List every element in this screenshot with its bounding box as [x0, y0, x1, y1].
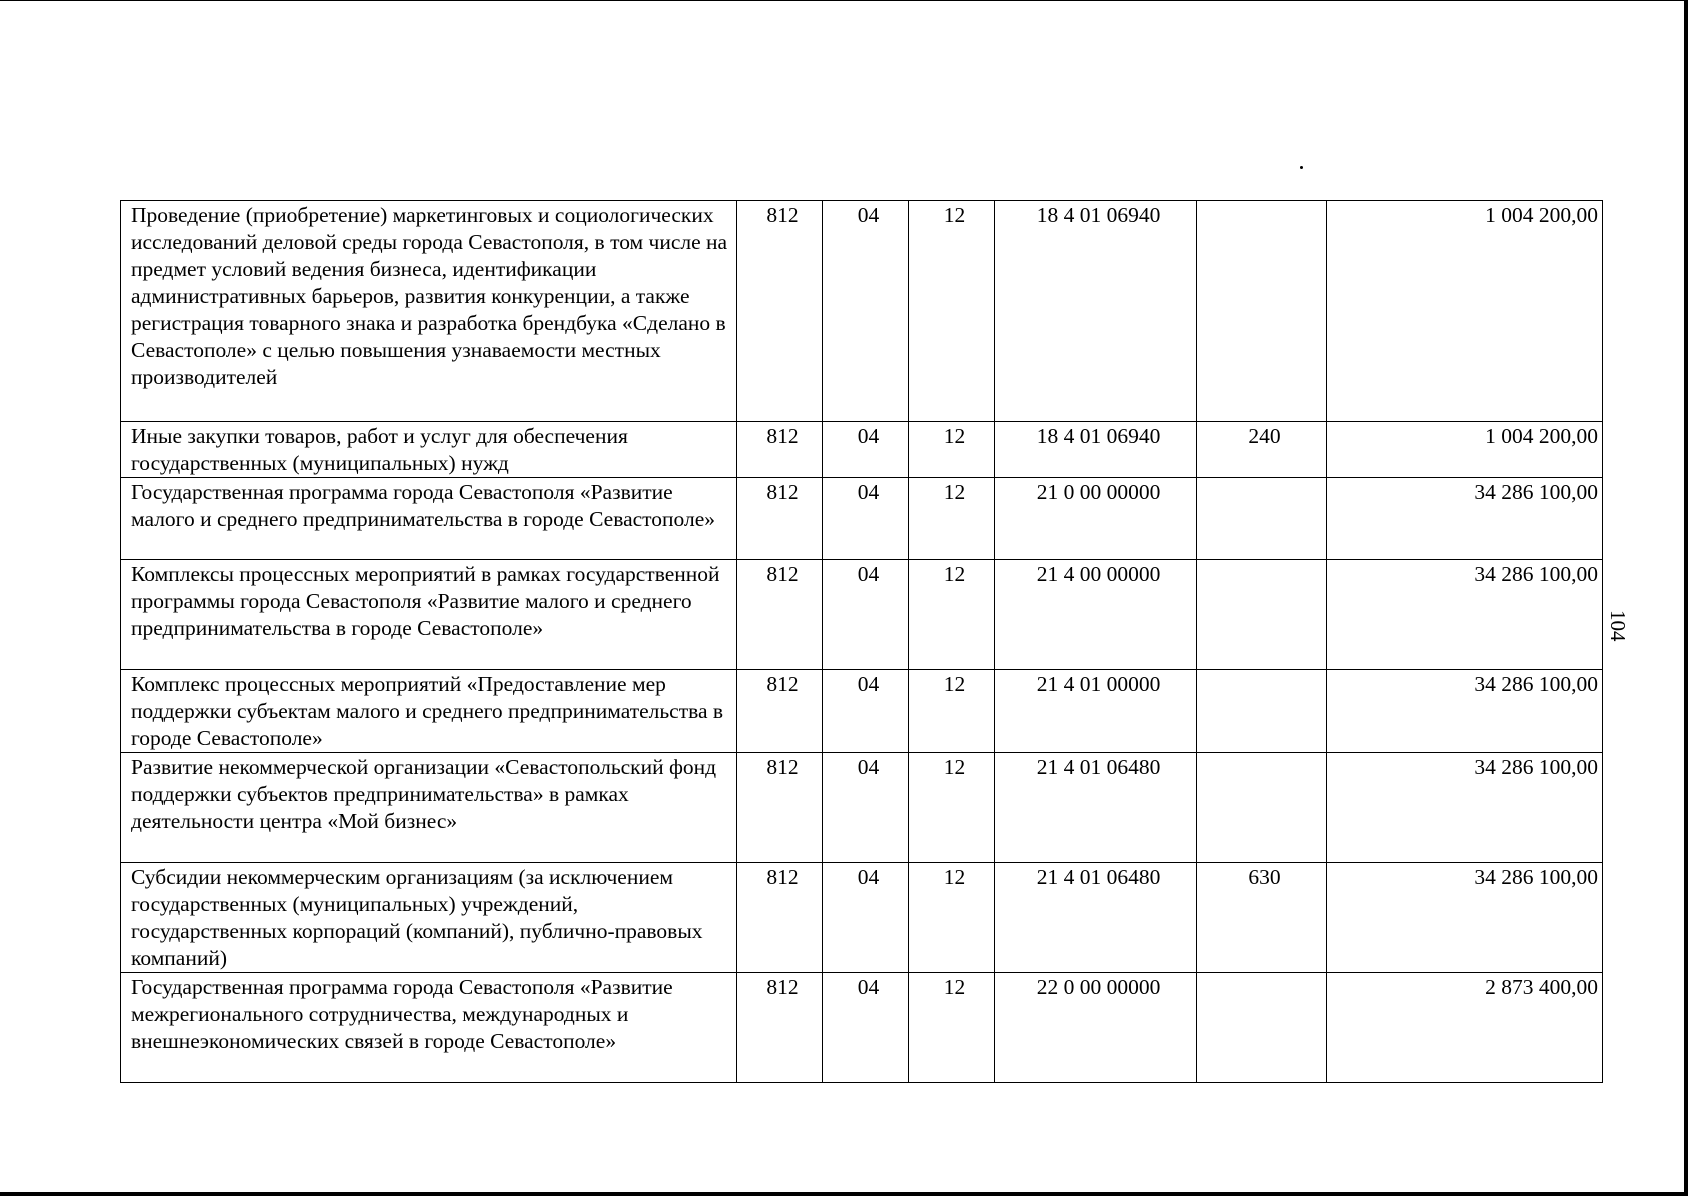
- row-target-article: 21 4 00 00000: [995, 560, 1197, 670]
- row-name: Комплексы процессных мероприятий в рамках государственной программы города Севастополя «Развитие малого и среднего предпринимательства в городе Севастополе»: [121, 560, 737, 670]
- row-subsection-code: 12: [909, 973, 995, 1083]
- row-subsection-code: 12: [909, 201, 995, 422]
- row-amount: 34 286 100,00: [1327, 560, 1603, 670]
- row-target-article: 21 4 01 00000: [995, 670, 1197, 753]
- row-section-code: 04: [823, 753, 909, 863]
- row-expense-type: [1197, 478, 1327, 560]
- row-section-code: 04: [823, 478, 909, 560]
- row-grbs-code: 812: [737, 478, 823, 560]
- row-grbs-code: 812: [737, 863, 823, 973]
- row-subsection-code: 12: [909, 422, 995, 478]
- row-name: Проведение (приобретение) маркетинговых и социологических исследований деловой среды города Севастополя, в том числе на предмет условий ведения бизнеса, идентификации административных барьеров, развития конкуренции, а также регистрация товарного знака и разработка брендбука «Сделано в Севастополе» с целью повышения узнаваемости местных производителей: [121, 201, 737, 422]
- row-section-code: 04: [823, 422, 909, 478]
- row-subsection-code: 12: [909, 670, 995, 753]
- table-row: [121, 753, 1603, 863]
- row-name: Иные закупки товаров, работ и услуг для обеспечения государственных (муниципальных) нужд: [121, 422, 737, 478]
- row-target-article: 21 0 00 00000: [995, 478, 1197, 560]
- row-target-article: 18 4 01 06940: [995, 201, 1197, 422]
- row-name: Субсидии некоммерческим организациям (за исключением государственных (муниципальных) учреждений, государственных корпораций (компаний), публично-правовых компаний): [121, 863, 737, 973]
- table-row: [121, 201, 1603, 422]
- budget-table-body: [121, 201, 1603, 1083]
- row-subsection-code: 12: [909, 478, 995, 560]
- row-amount: 34 286 100,00: [1327, 753, 1603, 863]
- row-amount: 1 004 200,00: [1327, 201, 1603, 422]
- row-subsection-code: 12: [909, 560, 995, 670]
- row-expense-type: [1197, 753, 1327, 863]
- table-row: [121, 560, 1603, 670]
- row-section-code: 04: [823, 863, 909, 973]
- table-row: [121, 478, 1603, 560]
- table-row: [121, 422, 1603, 478]
- row-amount: 1 004 200,00: [1327, 422, 1603, 478]
- row-target-article: 22 0 00 00000: [995, 973, 1197, 1083]
- row-section-code: 04: [823, 973, 909, 1083]
- row-amount: 34 286 100,00: [1327, 670, 1603, 753]
- row-expense-type: [1197, 201, 1327, 422]
- row-grbs-code: 812: [737, 670, 823, 753]
- row-expense-type: 630: [1197, 863, 1327, 973]
- row-grbs-code: 812: [737, 201, 823, 422]
- row-grbs-code: 812: [737, 973, 823, 1083]
- row-grbs-code: 812: [737, 560, 823, 670]
- row-amount: 34 286 100,00: [1327, 478, 1603, 560]
- row-name: Государственная программа города Севастополя «Развитие малого и среднего предпринимательства в городе Севастополе»: [121, 478, 737, 560]
- row-expense-type: [1197, 560, 1327, 670]
- scan-dot: [1300, 166, 1303, 169]
- row-amount: 2 873 400,00: [1327, 973, 1603, 1083]
- row-expense-type: [1197, 973, 1327, 1083]
- row-grbs-code: 812: [737, 422, 823, 478]
- row-expense-type: [1197, 670, 1327, 753]
- row-grbs-code: 812: [737, 753, 823, 863]
- page-number: 104: [1606, 610, 1630, 642]
- row-subsection-code: 12: [909, 863, 995, 973]
- row-target-article: 18 4 01 06940: [995, 422, 1197, 478]
- row-target-article: 21 4 01 06480: [995, 863, 1197, 973]
- row-section-code: 04: [823, 670, 909, 753]
- table-row: [121, 670, 1603, 753]
- row-target-article: 21 4 01 06480: [995, 753, 1197, 863]
- row-section-code: 04: [823, 201, 909, 422]
- row-name: Развитие некоммерческой организации «Севастопольский фонд поддержки субъектов предпринимательства» в рамках деятельности центра «Мой бизнес»: [121, 753, 737, 863]
- budget-table: [120, 200, 1603, 1083]
- row-name: Комплекс процессных мероприятий «Предоставление мер поддержки субъектам малого и среднего предпринимательства в городе Севастополе»: [121, 670, 737, 753]
- table-row: [121, 863, 1603, 973]
- row-expense-type: 240: [1197, 422, 1327, 478]
- row-subsection-code: 12: [909, 753, 995, 863]
- table-row: [121, 973, 1603, 1083]
- row-amount: 34 286 100,00: [1327, 863, 1603, 973]
- row-section-code: 04: [823, 560, 909, 670]
- row-name: Государственная программа города Севастополя «Развитие межрегионального сотрудничества, международных и внешнеэкономических связей в городе Севастополе»: [121, 973, 737, 1083]
